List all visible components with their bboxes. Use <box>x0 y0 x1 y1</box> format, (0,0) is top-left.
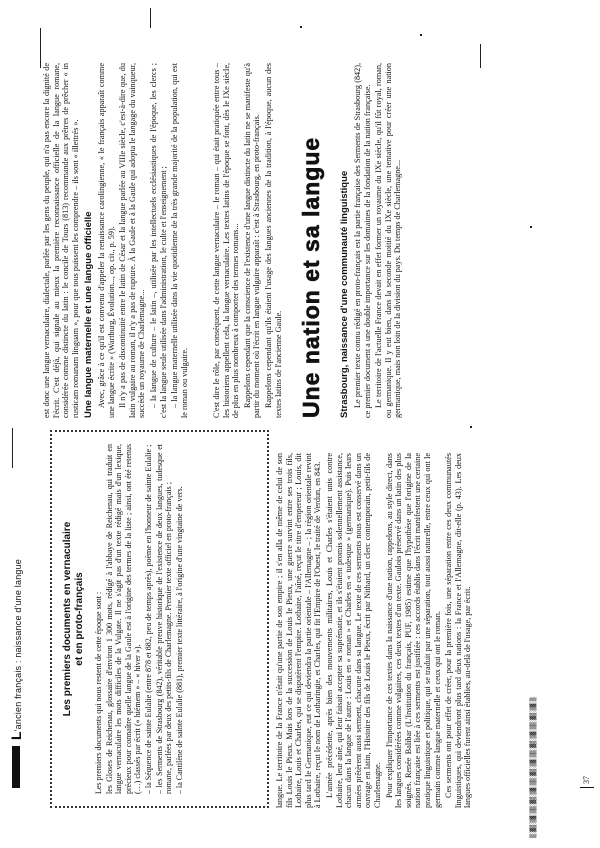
intro-paragraph: est donc une langue vernaculaire, dialectale, parlée par les gens du peuple, qui n'a pas encore la dignité de l'écrit. C'est déjà, qui signale au mieux la première reconnaissance officielle de la langue romane, considérée comme distincte du latin : le concile de Tours (813) recommande aux prêtres de prêcher « in rusticam romanam linguam », pour que tous puissent les comprendre – ils sont « illettrés ». <box>42 63 80 418</box>
page-number-rule <box>580 787 594 788</box>
scan-speck <box>420 34 422 36</box>
scan-speck <box>300 26 302 28</box>
paragraph: Rappelons cependant qu'ils étaient l'usage des langues anciennes de la tradition, à l'époque, aucun des textes latins de l'ancienne Gaule. <box>263 63 283 418</box>
sidebar-box-title: Les premiers documents en vernaculaire et en proto-français <box>62 521 85 717</box>
paragraph: Pour expliquer l'importance de ces textes dans la naissance d'une nation, rappelons, au style direct, dans les langues considérées comme vulgaires, ces deux textes d'un texte. Gaulois préservé dans un latin des plus soignés. Renée Balibar (L'Institution du français, PUF, 1985) estime que l'hypothèse que l'origine de la nation française est liée à ces serments est justifiée : ces accords établis dans l'écrit manifestent une certaine pratique linguistique et politique, qui se traduit par une séparation, tout aussi naturelle, entre ceux qui ont le germain comme langue maternelle et ceux qui ont le roman. <box>384 453 442 808</box>
running-header-title: L'ancien français : naissance d'une langue <box>8 558 24 740</box>
paragraph: L'année précédente, après bien des mouvements militaires, Louis et Charles s'étaient unis contre Lothaire, leur aîné, qui leur faisait accepter sa suprématie, et ils s'étaient promis solennellement assistance, chacun dans la langue de l'autre : Louis en « roman » et Charles en « tudesque » (germanique). Puis leurs armées prêtèrent aussi serment, chacune dans sa langue. Le texte de ces serments nous est conservé dans un ouvrage en latin, l'Histoire des fils de Louis le Pieux, écrit par Nithard, un clerc contemporain, petit-fils de Charlemagne. <box>324 453 382 808</box>
paragraph: Avec, grâce à ce qu'il est convenu d'appeler la renaissance carolingienne, « le français apparaît comme une langue écrite » (Wartburg, Évolution..., op. cit., p. 59). <box>96 63 116 418</box>
body-column-intro <box>42 63 212 418</box>
crop-mark <box>150 8 151 28</box>
body-column-lower <box>212 63 292 418</box>
header-rule-right <box>40 28 41 68</box>
paragraph: Le territoire de l'actuelle France devait en effet former un royaume du IXe siècle, qu'il fût royal, roman, ou germanique. Il y eut bien, dans la seconde moitié du IXe siècle, une tentative pour créer une nation germanique, mais non loin de la division du pays. Du temps de Charlemagne... <box>374 63 403 418</box>
paragraph: Il n'y a pas de discontinuité entre le latin de César et la langue parlée au VIIIe siècle, c'est-à-dire que, du latin vulgaire au roman, il n'y a pas de rupture. À la Gaule et à la Gaule qui adopta le langage du vainqueur, succède un royaume de Charlemagne... <box>118 63 147 418</box>
scan-speck <box>530 226 532 228</box>
sidebar-box-intro: Les premiers documents qui nous restent de cette époque sont : <box>94 591 103 794</box>
section-title: Une nation et sa langue <box>298 136 324 418</box>
paragraph: C'est dire le rôle, par conséquent, de cette langue vernaculaire – le roman – qui était pratiquée entre tous – les historiens appellent cela, la langue vernaculaire. Les textes latins de l'époque se font, dès le IXe siècle, de plus en plus nombreux à comporter des termes romans... <box>212 63 241 418</box>
running-header <box>6 488 26 788</box>
page-number: 37 <box>580 776 594 788</box>
sidebar-box-item: – la Séquence de sainte Eulalie (entre 878 et 882, peu de temps après), poème en l'honneur de sainte Eulalie ; <box>143 444 153 794</box>
section-block <box>298 63 598 418</box>
paragraph: – la langue maternelle utilisée dans la vie quotidienne de la très grande majorité de la population, qui est le roman ou vulgaire. <box>170 63 189 418</box>
body-column-continued <box>275 453 565 808</box>
crop-mark <box>480 44 481 68</box>
paragraph: Le premier texte connu rédigé en proto-français est la partie française des Serments de Strasbourg (842), ce premier document a une double importance sur les domaines de la fondation de la nation française. <box>353 63 372 418</box>
paragraph: langue. Le territoire de la France n'était qu'une partie de son empire ; il s'en alla de même de celui de son fils Louis le Pieux. Mais lors de la succession de Louis le Pieux, une guerre survint entre ses trois fils, Lothaire, Louis et Charles, qui se disputèrent l'empire. Lothaire, l'aîné, reçut le titre d'empereur ; Louis, dit plus tard le Germanique, eut ce qui deviendra la partie orientale – l'Allemagne – ; la région orientale revint à Lothaire, reçut le nom de Lotharingie, et Charles, qui fit l'Empire de l'Ouest, le traité de Verdun, en 843. <box>275 453 323 808</box>
bleed-text-block: ▒░▓▒░▒▓░▒▒░▓▒░▒▓░▒▒░▓▒░▒▓░▒▒░▓▒░▒▓░▒▒░▓▒░▒▓░▒ <box>530 697 537 838</box>
paragraph: – la langue de culture – le latin –, utilisée par les intellectuels ecclésiastiques de l'époque, les clercs ; c'est la langue seule utilisée dans l'administration, le culte et l'enseignement ; <box>148 63 168 418</box>
body-column-strasbourg <box>353 63 433 418</box>
sidebar-box-item: – les Serments de Strasbourg (842), véritable preuve historique de l'existence de deux langues, tudesque et romane, parlées par deux des petits-fils de Charlemagne. Premier texte officiel en proto-français ; <box>154 444 174 794</box>
scan-speck <box>470 426 472 428</box>
sidebar-box-first-documents <box>50 430 269 808</box>
sidebar-box-item: les Gloses de Reichenau, glossaire d'environ 1 300 mots, rédigé à l'abbaye de Reichenau, qui traduit en langue vernaculaire les mots difficiles de la Vulgate. Il ne s'agit pas d'un texte rédigé mais d'un lexique, précieux pour connaître quelle langue de la Gaule est à l'origine des termes de la liste ; ainsi, ont été retenus (…) classés par écrit (« hiémem » – « hiver »). <box>104 444 143 794</box>
paragraph: Rappelons cependant que la conscience de l'existence d'une langue distincte du latin ne se manifeste qu'à partir du moment où l'écrit en langue vulgaire apparaît : c'est à Strasbourg, en proto-français. <box>242 63 262 418</box>
chapter-tab <box>12 746 20 788</box>
header-rule <box>12 428 13 468</box>
sidebar-box-item: – la Cantilène de sainte Eulalie (881), premier texte littéraire, à l'origine d'une vingtaine de vers. <box>174 486 184 794</box>
paragraph: Ces serments ont pour effet de créer, pour la première fois, une séparation entre ces deux communautés linguistiques, qui deviendront plus tard deux nations : la France et l'Allemagne, dit-elle (p. 43). Les deux langues officielles furent ainsi établies, au-delà de l'usage, par écrit. <box>444 453 473 808</box>
subsection-heading-strasbourg: Strasbourg, naissance d'une communauté linguistique <box>339 170 350 418</box>
subsection-heading-langue-maternelle: Une langue maternelle et une langue officielle <box>83 211 95 418</box>
